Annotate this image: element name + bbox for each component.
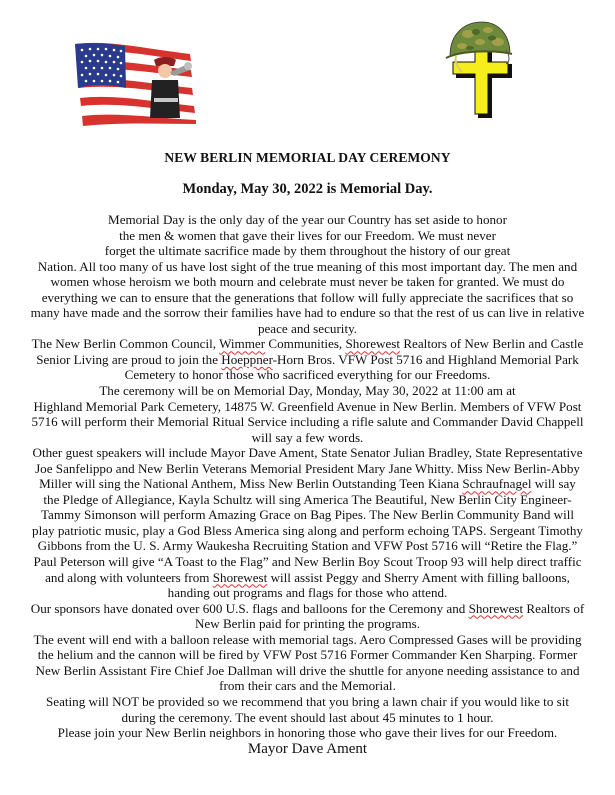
body-line: Miller will sing the National Anthem, Miss New Berlin Outstanding Teen Kiana Schraufnagel will say — [39, 476, 576, 492]
body-line: New Berlin paid for printing the programs. — [194, 616, 421, 632]
body-line: forget the ultimate sacrifice made by them throughout the history of our great — [104, 243, 511, 259]
body-line: many have made and the sorrow their families have had to endure so that the rest of us can live in relative — [30, 305, 585, 321]
body-line: Gibbons from the U. S. Army Waukesha Recruiting Station and VFW Post 5716 will “Retire the Flag.” — [37, 538, 578, 554]
body-line: the men & women that gave their lives for our Freedom. We must never — [119, 227, 496, 243]
body-line: Please join your New Berlin neighbors in honoring those who gave their lives for our Freedom. — [57, 725, 558, 741]
spellcheck-flagged-word[interactable]: Schraufnagel — [462, 476, 532, 492]
body-line: and along with volunteers from Shorewest will assist Peggy and Sherry Ament with filling balloons, — [45, 569, 570, 585]
body-line: peace and security. — [257, 320, 358, 336]
body-line: Senior Living are proud to join the Hoeppner-Horn Bros. VFW Post 5716 and Highland Memorial Park — [36, 351, 579, 367]
body-line: 5716 will perform their Memorial Ritual Service including a rifle salute and Commander David Chappell — [31, 414, 584, 430]
body-line: from their cars and the Memorial. — [219, 678, 396, 694]
body-line: Joe Sanfelippo and New Berlin Veterans Memorial President Mary Jane Whitty. Miss New Berlin-Abby — [35, 460, 580, 476]
body-line: Paul Peterson will give “A Toast to the Flag” and New Berlin Boy Scout Troop 93 will help direct traffic — [33, 554, 582, 570]
cross-helmet-image — [440, 20, 525, 120]
body-line: Highland Memorial Park Cemetery, 14875 W. Greenfield Avenue in New Berlin. Members of VFW Post — [33, 398, 582, 414]
spellcheck-flagged-word[interactable]: Wimmer — [219, 336, 266, 352]
body-line: The ceremony will be on Memorial Day, Monday, May 30, 2022 at 11:00 am at — [99, 383, 516, 399]
document-subtitle: Monday, May 30, 2022 is Memorial Day. — [182, 181, 433, 197]
body-line: The event will end with a balloon release with memorial tags. Aero Compressed Gases will be providing — [33, 631, 582, 647]
cross-icon — [453, 46, 512, 118]
body-line: Tammy Simonson will perform Amazing Grace on Bag Pipes. The New Berlin Community Band will — [40, 507, 575, 523]
body-line: during the ceremony. The event should last about 45 minutes to 1 hour. — [121, 709, 494, 725]
spellcheck-flagged-word[interactable]: Shorewest — [345, 336, 401, 352]
body-line: the Pledge of Allegiance, Kayla Schultz will sing America The Beautiful, New Berlin City Engineer- — [43, 491, 572, 507]
body-line: Nation. All too many of us have lost sight of the true meaning of this most important day. The men and — [37, 258, 578, 274]
body-line: Memorial Day is the only day of the year our Country has set aside to honor — [108, 212, 507, 227]
body-line: The New Berlin Common Council, Wimmer Communities, Shorewest Realtors of New Berlin and Castle — [31, 336, 584, 352]
spellcheck-flagged-word[interactable]: Shorewest — [468, 600, 524, 616]
spellcheck-flagged-word[interactable]: Hoeppner — [221, 351, 273, 367]
body-line: New Berlin Assistant Fire Chief Joe Dallman will drive the shuttle for anyone needing assistance to and — [35, 662, 580, 678]
body-line: the helium and the cannon will be fired by VFW Post 5716 Former Commander Ken Sharping. Former — [37, 647, 578, 663]
body-line: women whose heroism we both mourn and celebrate must never be taken for granted. We must do — [50, 274, 565, 290]
body-line: Our sponsors have donated over 600 U.S. flags and balloons for the Ceremony and Shorewest Realtors of — [30, 600, 585, 616]
body-line: Seating will NOT be provided so we recommend that you bring a lawn chair if you would like to sit — [45, 693, 570, 709]
document-body — [14, 212, 601, 758]
body-line: handing out programs and flags for those who attend. — [167, 585, 448, 601]
signature: Mayor Dave Ament — [247, 740, 368, 757]
body-line: Other guest speakers will include Mayor Dave Ament, State Senator Julian Bradley, State Representative — [32, 445, 583, 461]
body-line: play patriotic music, play a God Bless America sing along and perform echoing TAPS. Sergeant Timothy — [32, 522, 583, 538]
body-line: Cemetery to honor those who sacrificed everything for our Freedoms. — [124, 367, 491, 383]
document-title: NEW BERLIN MEMORIAL DAY CEREMONY — [164, 150, 451, 165]
flag-bugler-image — [70, 40, 200, 128]
body-line: will say a few words. — [251, 429, 364, 445]
body-line: everything we can to ensure that the generations that follow will fully appreciate the sacrifices that so — [41, 289, 574, 305]
spellcheck-flagged-word[interactable]: Shorewest — [212, 569, 268, 585]
